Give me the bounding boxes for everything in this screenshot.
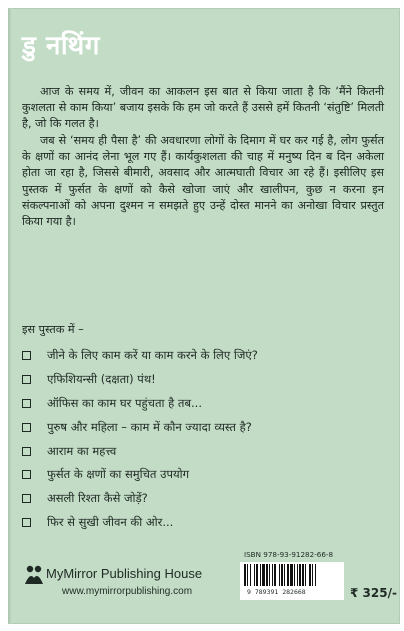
- list-item: [22, 415, 362, 439]
- list-item-label: फिर से सुखी जीवन की ओर...: [47, 514, 174, 529]
- barcode-bar: [302, 564, 304, 586]
- barcode-bar: [290, 564, 293, 586]
- list-item-label: ऑफिस का काम घर पहुंचता है तब...: [47, 395, 202, 410]
- list-item: [22, 392, 362, 416]
- checkbox-bullet-icon: [22, 518, 31, 527]
- barcode-bar: [281, 564, 283, 586]
- book-title: डु नथिंग: [22, 31, 100, 61]
- list-item-label: फुर्सत के क्षणों का समुचित उपयोग: [47, 467, 190, 482]
- isbn-label: ISBN 978-93-91282-66-8: [244, 550, 334, 559]
- barcode-bar: [262, 564, 265, 586]
- barcode-bar: [284, 564, 285, 586]
- publisher-logo-icon: [24, 564, 44, 586]
- barcode-bar: [297, 564, 298, 586]
- list-item: [22, 487, 362, 511]
- publisher-website: www.mymirrorpublishing.com: [62, 586, 193, 597]
- barcode-bar: [287, 564, 289, 586]
- description-paragraph-1: आज के समय में, जीवन का आकलन इस बात से किया जाता है कि ‘मैंने कितनी कुशलता से काम किया’ बजाय इसके कि हम जो करते हैं उससे हमें कितनी ‘संतुष्टि’ मिलती है, जो कि गलत है।: [22, 85, 384, 131]
- list-item: [22, 368, 362, 392]
- price-label: ₹ 325/-: [350, 586, 397, 600]
- barcode-bar: [274, 564, 276, 586]
- barcode-bar: [254, 564, 255, 586]
- barcode-digits: 9 789391 282668: [247, 588, 306, 596]
- barcode-bar: [315, 564, 316, 586]
- barcode-bar: [299, 564, 301, 586]
- list-item: [22, 439, 362, 463]
- barcode-bar: [272, 564, 273, 586]
- barcode-bar: [279, 564, 280, 586]
- description-paragraph-2: जब से ‘समय ही पैसा है’ की अवधारणा लोगों के दिमाग में घर कर गई है, लोग फुर्सत के क्षणों का आनंद लेना भूल गए हैं। कार्यकुशलता की चाह में मनुष्य दिन ब दिन अकेला होता जा रहा है, जिससे बीमारी, अवसाद और आत्मघाती विचार आ रहे हैं। इसीलिए इस पुस्तक में फुर्सत के क्षणों को कैसे खोजा जाएं और खालीपन, कुछ न करना इन संकल्पनाओं को अपना दुश्मन न समझते हुए उन्हें दोस्त मानने का अनोखा विचार प्रस्तुत किया गया है।: [22, 134, 384, 229]
- list-item-label: जीने के लिए काम करें या काम करने के लिए जिएं?: [47, 348, 258, 363]
- list-item-label: असली रिश्ता कैसे जोड़ें?: [47, 491, 148, 506]
- list-item-label: पुरुष और महिला – काम में कौन ज्यादा व्यस्त है?: [47, 419, 252, 434]
- publisher-name: MyMirror Publishing House: [46, 566, 203, 581]
- barcode-bar: [244, 564, 246, 586]
- barcode-bar: [312, 564, 313, 586]
- checkbox-bullet-icon: [22, 351, 31, 360]
- checkbox-bullet-icon: [22, 375, 31, 384]
- list-item-label: आराम का महत्त्व: [47, 443, 117, 458]
- list-intro: इस पुस्तक में –: [22, 323, 84, 336]
- list-item: [22, 463, 362, 487]
- spine-edge: [8, 8, 12, 624]
- checkbox-bullet-icon: [22, 494, 31, 503]
- barcode-bar: [256, 564, 258, 586]
- checkbox-bullet-icon: [22, 399, 31, 408]
- barcode-bar: [309, 564, 311, 586]
- barcode-bar: [269, 564, 270, 586]
- barcode-bar: [266, 564, 268, 586]
- barcode-bar: [247, 564, 248, 586]
- barcode-bar: [260, 564, 261, 586]
- barcode-bar: [250, 564, 251, 586]
- list-item: [22, 511, 362, 535]
- barcode-bars: [240, 562, 344, 588]
- contents-list: [22, 344, 362, 534]
- list-item: [22, 344, 362, 368]
- checkbox-bullet-icon: [22, 470, 31, 479]
- list-item-label: एफिशियन्सी (दक्षता) पंथ!: [47, 372, 156, 387]
- checkbox-bullet-icon: [22, 423, 31, 432]
- checkbox-bullet-icon: [22, 447, 31, 456]
- barcode-bar: [305, 564, 306, 586]
- barcode-bar: [294, 564, 295, 586]
